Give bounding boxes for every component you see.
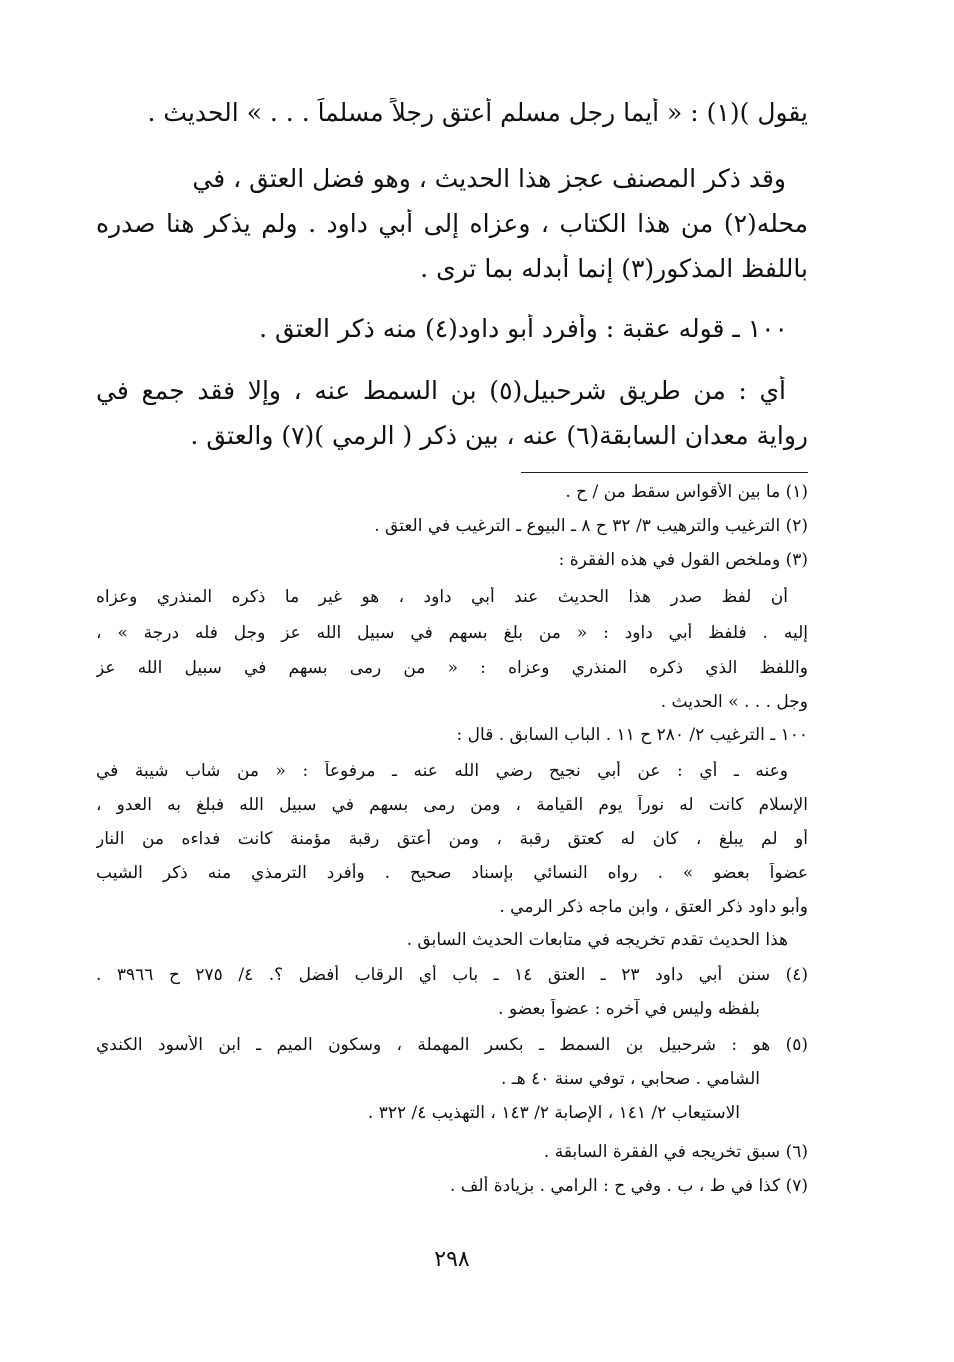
footnote-line: (٢) الترغيب والترهيب ٣/ ٣٢ ح ٨ ـ البيوع ـ الترغيب في العتق . bbox=[374, 516, 808, 536]
footnote-line: أن لفظ صدر هذا الحديث عند أبي داود ، هو غير ما ذكره المنذري وعزاه bbox=[96, 587, 788, 607]
footnote-line: واللفظ الذي ذكره المنذري وعزاه : « من رمى بسهم في سبيل الله عز bbox=[96, 658, 808, 678]
footnote-line: الشامي . صحابي ، توفي سنة ٤٠ هـ . bbox=[500, 1069, 760, 1089]
body-line: يقول )(١) : « أيما رجلٍ مسلم أعتق رجلاً مسلماً . . . » الحديث . bbox=[147, 98, 808, 127]
footnote-line: وأبو داود ذكر العتق ، وابن ماجه ذكر الرمي . bbox=[499, 897, 808, 917]
footnote-line: (٥) هو : شرحبيل بن السمط ـ بكسر المهملة ، وسكون الميم ـ ابن الأسود الكندي bbox=[96, 1035, 808, 1055]
body-line: أي : من طريق شرحبيل(٥) بن السمط عنه ، وإلا فقد جمع في bbox=[96, 376, 786, 405]
page-number: ٢٩٨ bbox=[434, 1247, 470, 1272]
footnote-line: (٤) سنن أبي داود ٢٣ ـ العتق ١٤ ـ باب أي الرقاب أفضل ؟. ٤/ ٢٧٥ ح ٣٩٦٦ . bbox=[96, 965, 808, 985]
footnote-line: (٣) وملخص القول في هذه الفقرة : bbox=[558, 550, 808, 570]
body-line: محله(٢) من هذا الكتاب ، وعزاه إلى أبي داود . ولم يذكر هنا صدره bbox=[96, 209, 808, 238]
footnote-line: أو لم يبلغ ، كان له كعتق رقبة ، ومن أعتق رقبة مؤمنة كانت فداءه من النار bbox=[96, 829, 808, 849]
footnote-line: بلفظه وليس في آخره : عضواً بعضو . bbox=[498, 999, 760, 1019]
footnote-line: وجل . . . » الحديث . bbox=[660, 692, 808, 712]
body-line: باللفظ المذكور(٣) إنما أبدله بما ترى . bbox=[420, 254, 808, 283]
footnote-line: وعنه ـ أي : عن أبي نجيح رضي الله عنه ـ مرفوعاً : « من شاب شيبة في bbox=[96, 761, 788, 781]
footnote-separator bbox=[521, 472, 808, 473]
footnote-line: إليه . فلفظ أبي داود : « من بلغ بسهم في سبيل الله عز وجل فله درجة » ، bbox=[96, 623, 808, 643]
body-line: وقد ذكر المصنف عجز هذا الحديث ، وهو فضل العتق ، في bbox=[192, 164, 786, 193]
footnote-line: (٦) سبق تخريجه في الفقرة السابقة . bbox=[543, 1142, 808, 1162]
body-line: ١٠٠ ـ قوله عقبة : وأفرد أبو داود(٤) منه ذكر العتق . bbox=[259, 314, 788, 343]
document-page bbox=[96, 0, 808, 1362]
footnote-line: الاستيعاب ٢/ ١٤١ ، الإصابة ٢/ ١٤٣ ، التهذيب ٤/ ٣٢٢ . bbox=[367, 1103, 740, 1123]
footnote-line: (٧) كذا في ط ، ب . وفي ح : الرامي . بزيادة ألف . bbox=[449, 1176, 808, 1196]
footnote-line: الإسلام كانت له نوراً يوم القيامة ، ومن رمى بسهم في سبيل الله فبلغ به العدو ، bbox=[96, 795, 808, 815]
footnote-line: هذا الحديث تقدم تخريجه في متابعات الحديث السابق . bbox=[406, 930, 788, 950]
footnote-line: (١) ما بين الأقواس سقط من / ح . bbox=[565, 482, 808, 502]
footnote-line: ١٠٠ ـ الترغيب ٢/ ٢٨٠ ح ١١ . الباب السابق . قال : bbox=[456, 725, 808, 745]
body-line: رواية معدان السابقة(٦) عنه ، بين ذكر ( الرمي )(٧) والعتق . bbox=[190, 421, 808, 450]
footnote-line: عضواً بعضو » . رواه النسائي بإسناد صحيح . وأفرد الترمذي منه ذكر الشيب bbox=[96, 863, 808, 883]
